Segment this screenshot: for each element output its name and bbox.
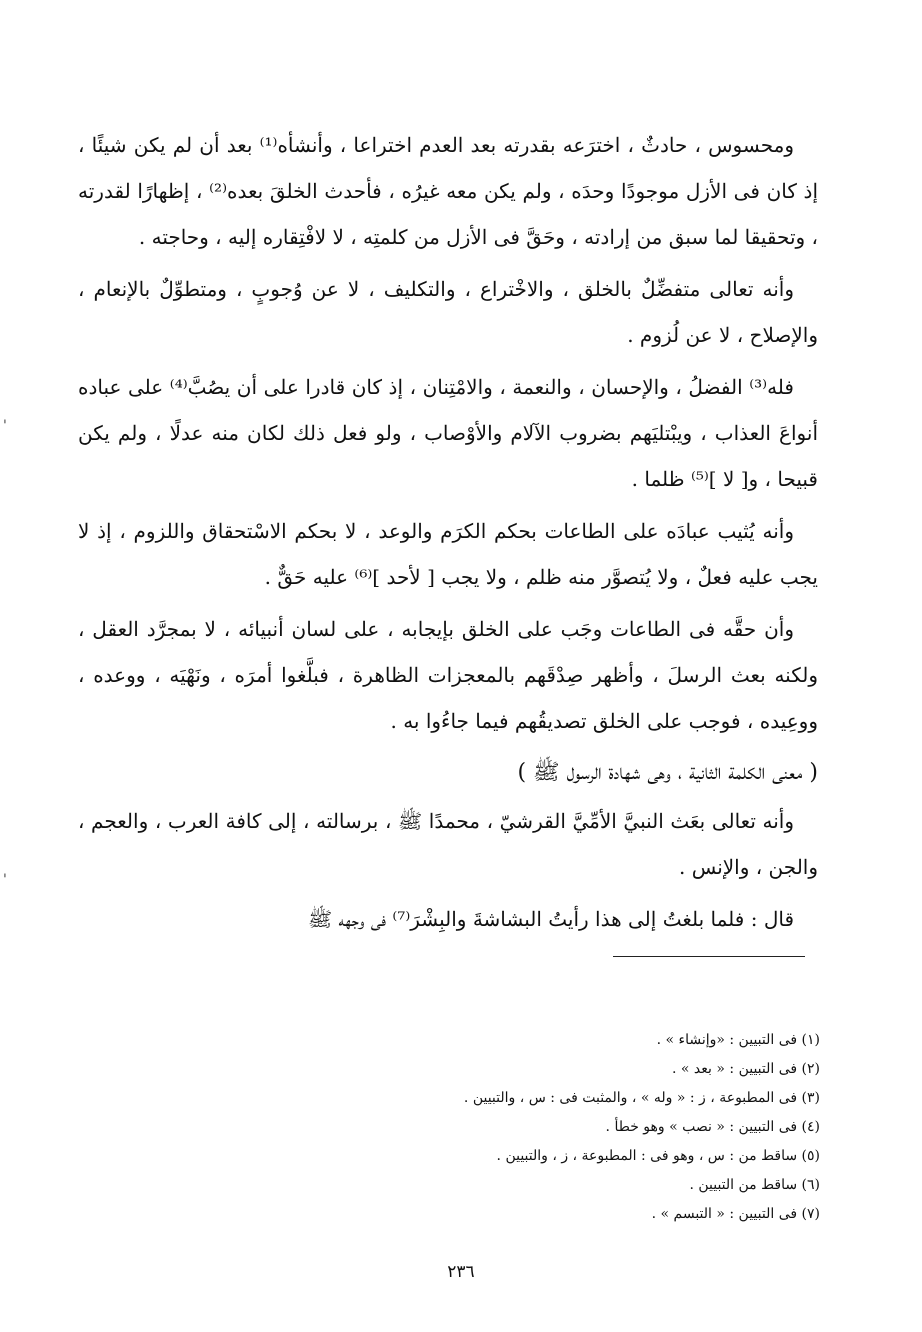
main-text: [78, 122, 818, 948]
footnote-separator: [613, 956, 805, 957]
footnote: (٤) فى التبيين : « نصب » وهو خطأ .: [605, 1119, 820, 1135]
footnotes: [300, 1026, 820, 1229]
paragraph: وأن حقَّه فى الطاعات وجَب على الخلق بإيجابه ، على لسان أنبيائه ، لا بمجرَّد العقل ، ولكنه بعث الرسلَ ، وأظهر صِدْقَهم بالمعجزات الظاهرة ، فبلَّغوا أمرَه ، ونَهْيَه ، ووعده ، ووعِيده ، فوجب على الخلق تصديقُهم فيما جاءُوا به .: [78, 617, 818, 733]
footnote: (٥) ساقط من : س ، وهو فى : المطبوعة ، ز ، والتبيين .: [496, 1148, 820, 1164]
footnote: (٧) فى التبيين : « التبسم » .: [651, 1206, 820, 1222]
footnote: (٦) ساقط من التبيين .: [689, 1177, 820, 1193]
margin-mark: ': [3, 418, 7, 434]
paragraph: وأنه تعالى متفضِّلٌ بالخلق ، والاخْتراع ، والتكليف ، لا عن وُجوبٍ ، ومتطوِّلٌ بالإنعام ، والإصلاح ، لا عن لُزوم .: [78, 277, 818, 347]
paragraph: وأنه تعالى بعَث النبيَّ الأمِّيَّ القرشيّ ، محمدًا ﷺ ، برسالته ، إلى كافة العرب ، والعجم ، والجن ، والإنس .: [78, 809, 818, 879]
footnote: (١) فى التبيين : «وإنشاء » .: [656, 1032, 820, 1048]
paragraph: فله⁽³⁾ الفضلُ ، والإحسان ، والنعمة ، والامْتِنان ، إذ كان قادرا على أن يصُبَّ⁽⁴⁾ على عباده أنواعَ العذاب ، ويبْتليَهم بضروب الآلام والأوْصاب ، ولو فعل ذلك لكان منه عدلًا ، ولم يكن قبيحا ، و[ لا ]⁽⁵⁾ ظلما .: [78, 375, 818, 491]
margin-mark: ': [3, 872, 7, 888]
paragraph: وأنه يُثيب عبادَه على الطاعات بحكم الكرَم والوعد ، لا بحكم الاسْتحقاق واللزوم ، إذ لا يجب عليه فعلٌ ، ولا يُتصوَّر منه ظلم ، ولا يجب [ لأحد ]⁽⁶⁾ عليه حَقٌّ .: [78, 519, 818, 589]
paragraph: قال : فلما بلغتُ إلى هذا رأيتُ البشاشةَ والبِشْرَ⁽⁷⁾ فى وجهه ﷺ: [307, 907, 794, 931]
paragraph: ومحسوس ، حادثٌ ، اخترَعه بقدرته بعد العدم اختراعا ، وأنشأه⁽¹⁾ بعد أن لم يكن شيئًا ، إذ كان فى الأزل موجودًا وحدَه ، ولم يكن معه غيرُه ، فأحدث الخلقَ بعده⁽²⁾ ، إظهارًا لقدرته ، وتحقيقا لما سبق من إرادته ، وحَقَّ فى الأزل من كلمتِه ، لا لافْتِقاره إليه ، وحاجته .: [78, 133, 819, 249]
page-number: ٢٣٦: [447, 1262, 475, 1282]
section-heading: ( معنى الكلمة الثانية ، وهى شهادة الرسول ﷺ ): [517, 760, 818, 785]
footnote: (٢) فى التبيين : « بعد » .: [672, 1061, 820, 1077]
footnote: (٣) فى المطبوعة ، ز : « وله » ، والمثبت فى : س ، والتبيين .: [463, 1090, 820, 1106]
